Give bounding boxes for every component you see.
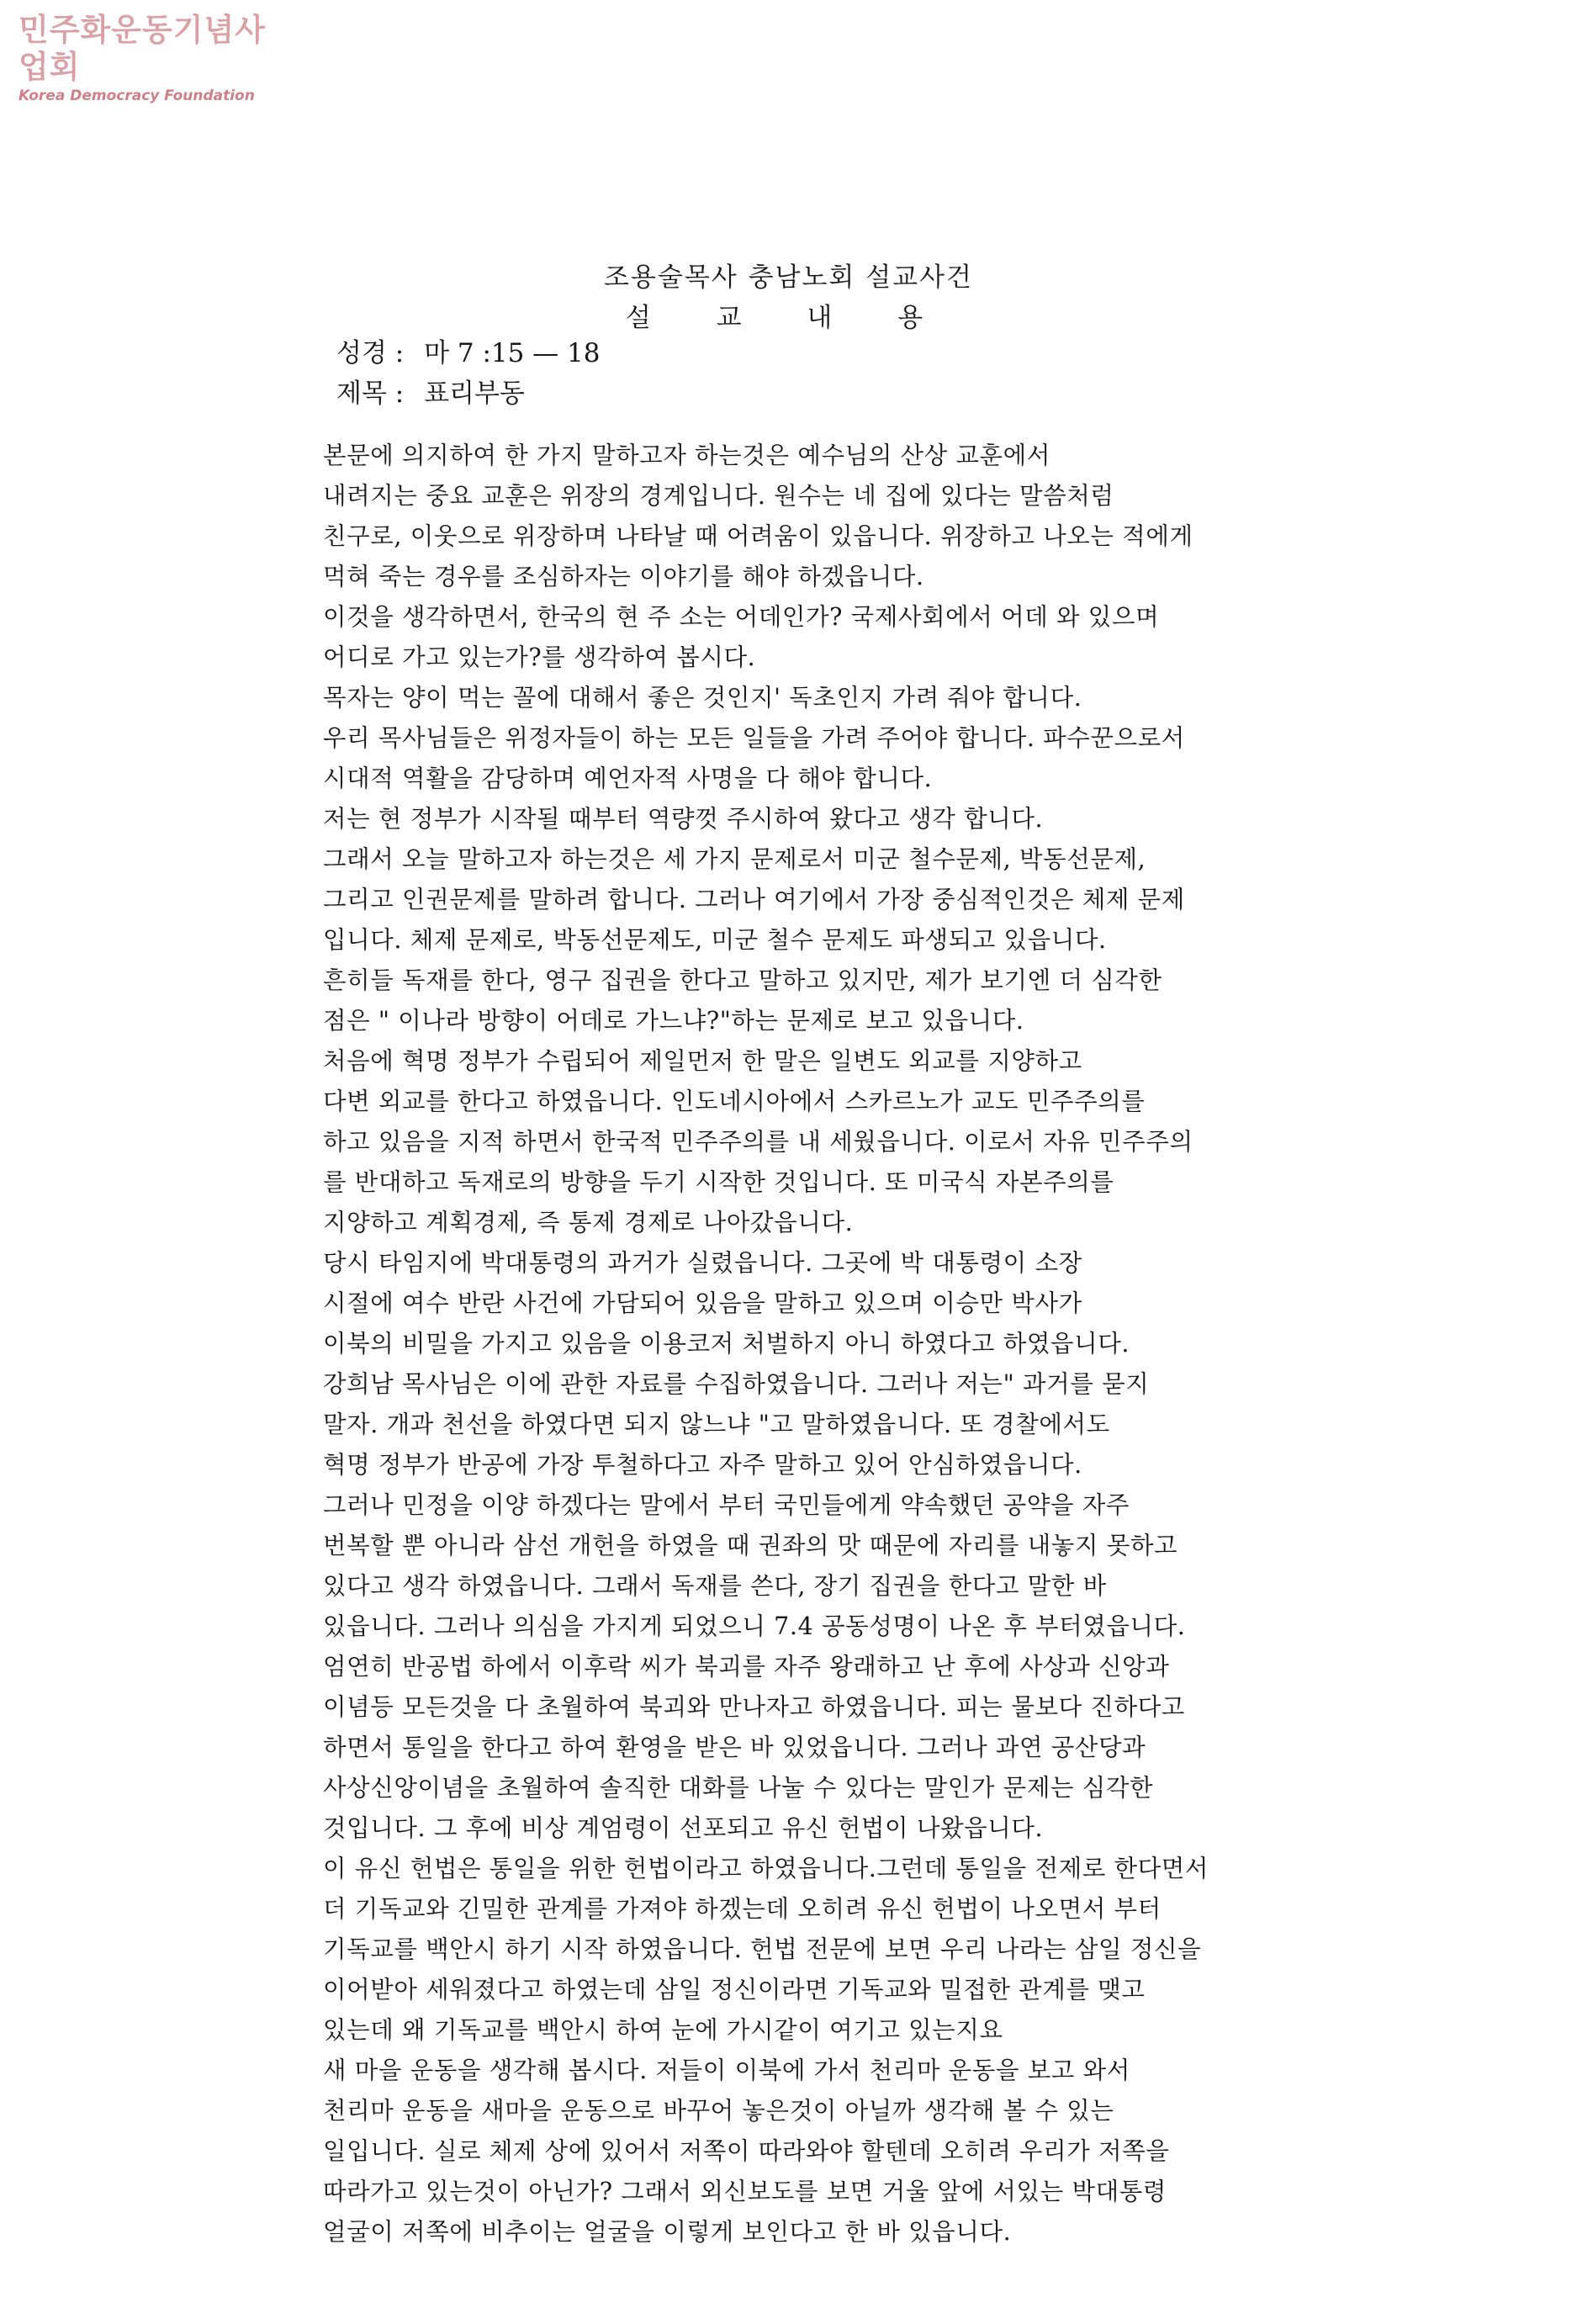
sermon-line: 이어받아 세워졌다고 하였는데 삼일 정신이라면 기독교와 밀접한 관계를 맺고 <box>323 1976 1146 2004</box>
sermon-line: 먹혀 죽는 경우를 조심하자는 이야기를 해야 하겠읍니다. <box>323 563 924 590</box>
sermon-line: 그러나 민정을 이양 하겠다는 말에서 부터 국민들에게 약속했던 공약을 자주 <box>323 1491 1130 1519</box>
sermon-line: 있다고 생각 하였읍니다. 그래서 독재를 쓴다, 장기 집권을 한다고 말한 바 <box>323 1572 1107 1600</box>
sermon-line: 지양하고 계획경제, 즉 통제 경제로 나아갔읍니다. <box>323 1209 854 1236</box>
sermon-line: 이것을 생각하면서, 한국의 현 주 소는 어데인가? 국제사회에서 어데 와 있으며 <box>323 603 1160 631</box>
watermark-korean: 민주화운동기념사업회 <box>19 12 266 85</box>
sermon-line: 말자. 개과 천선을 하였다면 되지 않느냐 "고 말하였읍니다. 또 경찰에서도 <box>323 1411 1110 1438</box>
sermon-line: 처음에 혁명 정부가 수립되어 제일먼저 한 말은 일변도 외교를 지양하고 <box>323 1047 1082 1075</box>
document-title: 조용술목사 충남노회 설교사건 <box>603 262 973 293</box>
watermark-english: Korea Democracy Foundation <box>19 87 255 104</box>
scripture-value: 마 7 :15 — 18 <box>424 338 601 368</box>
sermon-line: 이북의 비밀을 가지고 있음을 이용코저 처벌하지 아니 하였다고 하였읍니다. <box>323 1330 1130 1358</box>
sermon-line: 것입니다. 그 후에 비상 계엄령이 선포되고 유신 헌법이 나왔읍니다. <box>323 1814 1044 1842</box>
document-subtitle: 설 교 내 용 <box>625 303 952 333</box>
sermon-line: 엄연히 반공법 하에서 이후락 씨가 북괴를 자주 왕래하고 난 후에 사상과 신앙과 <box>323 1653 1170 1681</box>
sermon-line: 하고 있음을 지적 하면서 한국적 민주주의를 내 세웠읍니다. 이로서 자유 민주주의 <box>323 1128 1193 1156</box>
sermon-line: 하면서 통일을 한다고 하여 환영을 받은 바 있었읍니다. 그러나 과연 공산당과 <box>323 1734 1146 1761</box>
sermon-line: 입니다. 체제 문제로, 박동선문제도, 미군 철수 문제도 파생되고 있읍니다. <box>323 926 1107 954</box>
topic-value: 표리부동 <box>424 379 525 409</box>
sermon-line: 본문에 의지하여 한 가지 말하고자 하는것은 예수님의 산상 교훈에서 <box>323 442 1050 469</box>
sermon-line: 우리 목사님들은 위정자들이 하는 모든 일들을 가려 주어야 합니다. 파수꾼으로서 <box>323 724 1185 752</box>
sermon-line: 천리마 운동을 새마을 운동으로 바꾸어 놓은것이 아닐까 생각해 볼 수 있는 <box>323 2097 1114 2125</box>
sermon-body <box>323 436 1416 2253</box>
sermon-line: 점은 " 이나라 방향이 어데로 가느냐?"하는 문제로 보고 있읍니다. <box>323 1007 1024 1035</box>
sermon-line: 더 기독교와 긴밀한 관계를 가져야 하겠는데 오히려 유신 헌법이 나오면서 부터 <box>323 1895 1162 1923</box>
sermon-line: 강희남 목사님은 이에 관한 자료를 수집하였읍니다. 그러나 저는" 과거를 묻지 <box>323 1370 1150 1398</box>
sermon-line: 이 유신 헌법은 통일을 위한 헌법이라고 하였읍니다.그런데 통일을 전제로 한다면서 <box>323 1855 1209 1882</box>
sermon-line: 다변 외교를 한다고 하였읍니다. 인도네시아에서 스카르노가 교도 민주주의를 <box>323 1088 1146 1115</box>
sermon-line: 일입니다. 실로 체제 상에 있어서 저쪽이 따라와야 할텐데 오히려 우리가 저쪽을 <box>323 2137 1170 2165</box>
sermon-line: 얼굴이 저쪽에 비추이는 얼굴을 이렇게 보인다고 한 바 있읍니다. <box>323 2218 1012 2246</box>
sermon-line: 기독교를 백안시 하기 시작 하였읍니다. 헌법 전문에 보면 우리 나라는 삼일 정신을 <box>323 1935 1202 1963</box>
sermon-line: 사상신앙이념을 초월하여 솔직한 대화를 나눌 수 있다는 말인가 문제는 심각한 <box>323 1774 1154 1802</box>
sermon-line: 친구로, 이웃으로 위장하며 나타날 때 어려움이 있읍니다. 위장하고 나오는 적에게 <box>323 522 1193 550</box>
sermon-line: 번복할 뿐 아니라 삼선 개헌을 하였을 때 권좌의 맛 때문에 자리를 내놓지 못하고 <box>323 1532 1178 1559</box>
sermon-line: 어디로 가고 있는가?를 생각하여 봅시다. <box>323 643 756 671</box>
sermon-line: 시절에 여수 반란 사건에 가담되어 있음을 말하고 있으며 이승만 박사가 <box>323 1289 1082 1317</box>
scripture-label: 성경 : <box>336 338 405 368</box>
sermon-line: 그래서 오늘 말하고자 하는것은 세 가지 문제로서 미군 철수문제, 박동선문제, <box>323 845 1146 873</box>
sermon-line: 새 마을 운동을 생각해 봅시다. 저들이 이북에 가서 천리마 운동을 보고 와서 <box>323 2057 1130 2084</box>
foundation-watermark <box>19 12 288 104</box>
topic-label: 제목 : <box>336 379 405 409</box>
sermon-line: 있는데 왜 기독교를 백안시 하여 눈에 가시같이 여기고 있는지요 <box>323 2016 1003 2044</box>
sermon-line: 혁명 정부가 반공에 가장 투철하다고 자주 말하고 있어 안심하였읍니다. <box>323 1451 1082 1479</box>
sermon-line: 그리고 인권문제를 말하려 합니다. 그러나 여기에서 가장 중심적인것은 체제 문제 <box>323 886 1185 913</box>
sermon-line: 저는 현 정부가 시작될 때부터 역량껏 주시하여 왔다고 생각 합니다. <box>323 805 1044 833</box>
sermon-line: 목자는 양이 먹는 꼴에 대해서 좋은 것인지' 독초인지 가려 줘야 합니다. <box>323 684 1082 712</box>
sermon-line: 따라가고 있는것이 아닌가? 그래서 외신보도를 보면 거울 앞에 서있는 박대통령 <box>323 2178 1167 2205</box>
sermon-line: 이념등 모든것을 다 초월하여 북괴와 만나자고 하였읍니다. 피는 물보다 진하다고 <box>323 1693 1185 1721</box>
sermon-line: 있읍니다. 그러나 의심을 가지게 되었으니 7.4 공동성명이 나온 후 부터였읍니다. <box>323 1612 1186 1640</box>
sermon-line: 를 반대하고 독재로의 방향을 두기 시작한 것입니다. 또 미국식 자본주의를 <box>323 1168 1114 1196</box>
sermon-line: 흔히들 독재를 한다, 영구 집권을 한다고 말하고 있지만, 제가 보기엔 더 심각한 <box>323 966 1162 994</box>
scripture-row <box>336 335 601 372</box>
topic-row <box>336 375 525 412</box>
sermon-line: 시대적 역활을 감당하며 예언자적 사명을 다 해야 합니다. <box>323 765 933 792</box>
sermon-line: 내려지는 중요 교훈은 위장의 경계입니다. 원수는 네 집에 있다는 말씀처럼 <box>323 482 1114 510</box>
sermon-line: 당시 타임지에 박대통령의 과거가 실렸읍니다. 그곳에 박 대통령이 소장 <box>323 1249 1082 1277</box>
